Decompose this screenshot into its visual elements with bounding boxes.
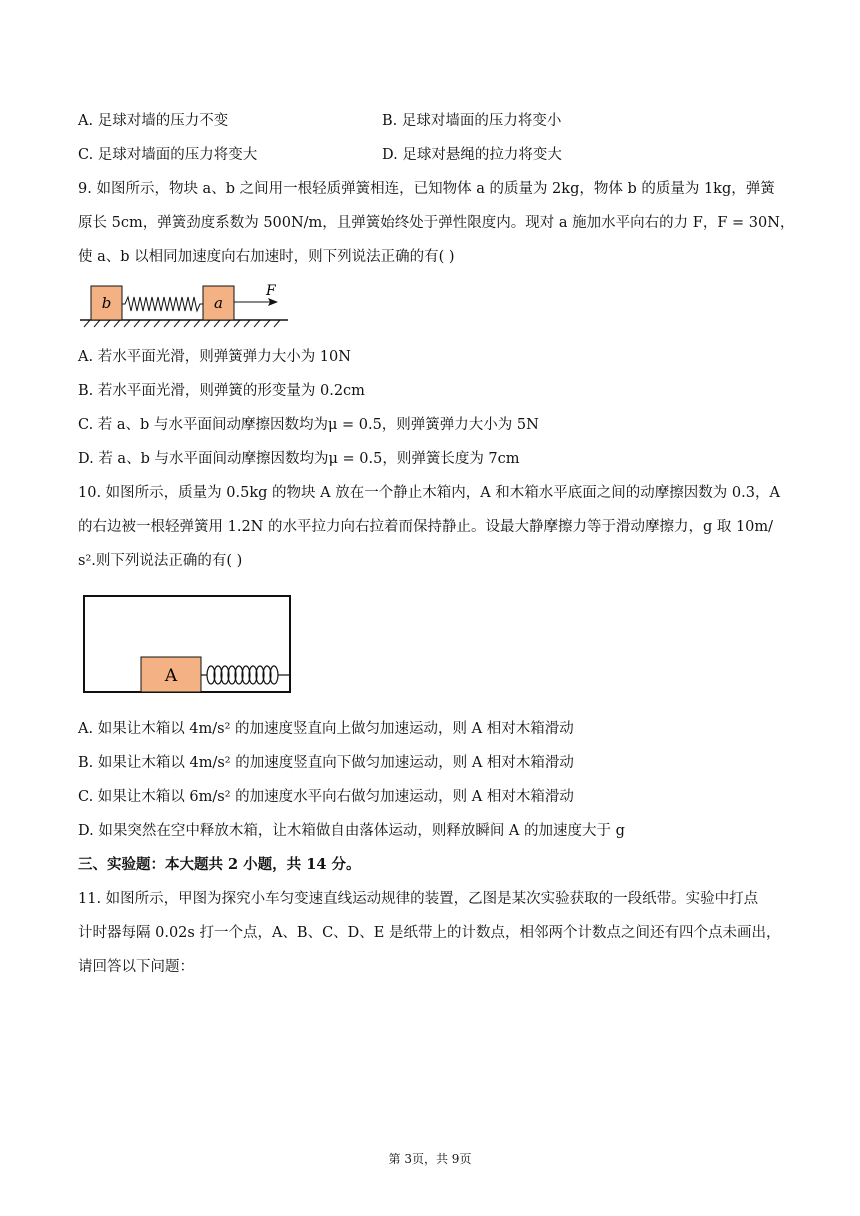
force-label: F xyxy=(266,283,276,299)
q8-option-b: B. 足球对墙面的压力将变小 xyxy=(382,113,562,129)
q10-figure xyxy=(83,595,293,695)
q10-option-c: C. 如果让木箱以 6m/s² 的加速度水平向右做匀加速运动，则 A 相对木箱滑动 xyxy=(78,789,574,805)
ground-hatching xyxy=(84,320,280,327)
coil-spring xyxy=(201,666,290,684)
q9-option-a: A. 若水平面光滑，则弹簧弹力大小为 10N xyxy=(78,349,351,365)
block-b-label: b xyxy=(101,294,112,312)
section-heading: 三、实验题：本大题共 2 小题，共 14 分。 xyxy=(78,856,361,873)
q11-stem-line-2: 计时器每隔 0.02s 打一个点，A、B、C、D、E 是纸带上的计数点，相邻两个计数点之间还有四个点未画出， xyxy=(78,925,781,941)
q8-option-c: C. 足球对墙面的压力将变大 xyxy=(78,147,258,163)
q10-option-d: D. 如果突然在空中释放木箱，让木箱做自由落体运动，则释放瞬间 A 的加速度大于 g xyxy=(78,823,625,839)
q9-stem-line-3: 使 a、b 以相同加速度向右加速时，则下列说法正确的有( ) xyxy=(78,249,455,265)
q9-figure xyxy=(78,280,293,328)
q10-stem-line-2: 的右边被一根轻弹簧用 1.2N 的水平拉力向右拉着而保持静止。设最大静摩擦力等于滑动摩擦力，g 取 10m/ xyxy=(78,519,774,535)
q10-option-a: A. 如果让木箱以 4m/s² 的加速度竖直向上做匀加速运动，则 A 相对木箱滑动 xyxy=(78,721,574,737)
q9-stem-line-2: 原长 5cm，弹簧劲度系数为 500N/m，且弹簧始终处于弹性限度内。现对 a 施加水平向右的力 F，F = 30N， xyxy=(78,215,795,231)
q10-option-b: B. 如果让木箱以 4m/s² 的加速度竖直向下做匀加速运动，则 A 相对木箱滑动 xyxy=(78,755,574,771)
q11-stem-line-1: 11. 如图所示，甲图为探究小车匀变速直线运动规律的装置，乙图是某次实验获取的一段纸带。实验中打点 xyxy=(78,891,759,907)
q10-stem-line-3: s².则下列说法正确的有( ) xyxy=(78,553,243,569)
q9-option-d: D. 若 a、b 与水平面间动摩擦因数均为μ = 0.5，则弹簧长度为 7cm xyxy=(78,451,520,467)
q8-option-d: D. 足球对悬绳的拉力将变大 xyxy=(382,147,562,163)
block-a-label: a xyxy=(214,294,223,312)
q9-stem-line-1: 9. 如图所示，物块 a、b 之间用一根轻质弹簧相连，已知物体 a 的质量为 2kg，物体 b 的质量为 1kg，弹簧 xyxy=(78,181,775,197)
q9-option-c: C. 若 a、b 与水平面间动摩擦因数均为μ = 0.5，则弹簧弹力大小为 5N xyxy=(78,417,539,433)
q11-stem-line-3: 请回答以下问题： xyxy=(78,959,194,975)
spring xyxy=(122,297,203,311)
q8-option-a: A. 足球对墙的压力不变 xyxy=(78,113,229,129)
q10-stem-line-1: 10. 如图所示，质量为 0.5kg 的物块 A 放在一个静止木箱内，A 和木箱水平底面之间的动摩擦因数为 0.3，A xyxy=(78,485,780,501)
page-footer: 第 3页，共 9页 xyxy=(388,1152,472,1166)
block-a-label: A xyxy=(164,666,178,686)
q9-option-b: B. 若水平面光滑，则弹簧的形变量为 0.2cm xyxy=(78,383,365,399)
